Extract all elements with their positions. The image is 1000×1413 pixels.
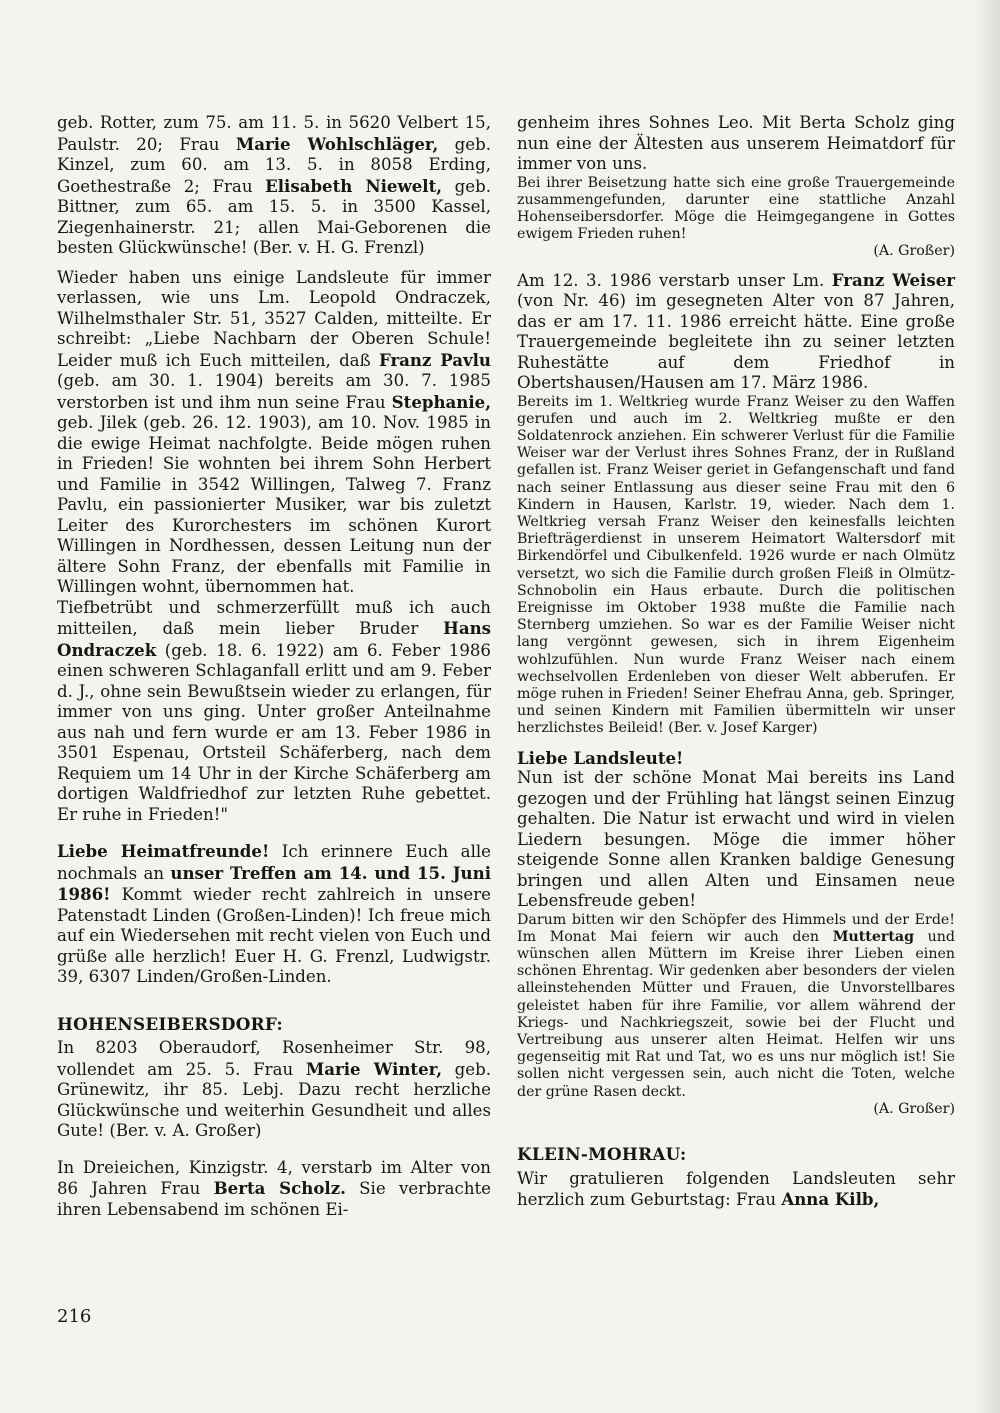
obituary-ondraczek-paragraph: Tiefbetrübt und schmerzerfüllt muß ich auch mitteilen, daß mein lieber Bruder Hans Ondraczek (geb. 18. 6. 1922) am 6. Feber 1986 einen schweren Schlaganfall erlitt und am 9. Feber d. J., ohne sein Bewußtsein wieder zu erlangen, für immer von uns ging. Unter großer Anteilnahme aus nah und fern wurde er am 13. Feber 1986 in 3501 Espenau, Ortsteil Schäferberg, nach dem Requiem um 14 Uhr in der Kirche Schäferberg am dortigen Waldfriedhof zur letzten Ruhe gebettet. Er ruhe in Frieden!" xyxy=(57,597,491,824)
section-heading-klein-mohrau: KLEIN-MOHRAU: xyxy=(517,1144,687,1165)
weiser-biography-paragraph: Bereits im 1. Weltkrieg wurde Franz Weiser zu den Waffen gerufen und auch im 2. Weltkrieg mußte er den Soldatenrock anziehen. Ein schwerer Verlust für die Familie Weiser war der Verlust ihres Sohnes Franz, der in Rußland gefallen ist. Franz Weiser geriet in Gefangenschaft und fand nach seiner Entlassung aus dieser seine Frau mit den 6 Kindern in Hausen, Karlstr. 19, wieder. Nach dem 1. Weltkrieg versah Franz Weiser den keinesfalls leichten Briefträgerdienst in unserem Heimatort Waltersdorf mit Birkendörfel und Cibulkenfeld. 1926 wurde er nach Olmütz versetzt, wo sich die Familie durch großen Fleiß in Olmütz-Schnobolin ein Haus erbaute. Durch die politischen Ereignisse im Oktober 1938 mußte die Familie nach Sternberg umziehen. So war es der Familie Weiser nicht lang vergönnt gewesen, sich in ihrem Eigenheim wohlzufühlen. Nun wurde Franz Weiser nach einem wechselvollen Erdenleben von dieser Welt abberufen. Er möge ruhen in Frieden! Seiner Ehefrau Anna, geb. Springer, und seinen Kindern mit Familien übermitteln wir unser herzlichstes Beileid! (Ber. v. Josef Karger) xyxy=(517,393,955,737)
birthday-winter-paragraph: In 8203 Oberaudorf, Rosenheimer Str. 98, vollendet am 25. 5. Frau Marie Winter, geb. Grünewitz, ihr 85. Lebj. Dazu recht herzliche Glückwünsche und weiterhin Gesundheit und alles Gute! (Ber. v. A. Großer) xyxy=(57,1038,491,1140)
birthday-paragraph: geb. Rotter, zum 75. am 11. 5. in 5620 Velbert 15, Paulstr. 20; Frau Marie Wohlschläger, geb. Kinzel, zum 60. am 13. 5. in 8058 Erding, Goethestraße 2; Frau Elisabeth Niewelt, geb. Bittner, zum 65. am 15. 5. in 3500 Kassel, Ziegenhainerstr. 21; allen Mai-Geborenen die besten Glückwünsche! (Ber. v. H. G. Frenzl) xyxy=(57,113,491,257)
obituary-weiser-paragraph: Am 12. 3. 1986 verstarb unser Lm. Franz Weiser (von Nr. 46) im gesegneten Alter von 87 Jahren, das er am 17. 11. 1986 erreicht hätte. Eine große Trauergemeinde begleitete ihn zu seiner letzten Ruhestätte auf dem Friedhof in Obertshausen/Hausen am 17. März 1986. xyxy=(517,269,955,393)
section-heading-hohenseibersdorf: HOHENSEIBERSDORF: xyxy=(57,1013,283,1034)
scholz-funeral-paragraph: Bei ihrer Beisetzung hatte sich eine große Trauergemeinde zusammengefunden, darunter eine stattliche Anzahl Hohenseibersdorfer. Möge die Heimgegangene in Gottes ewigem Frieden ruhen! (A. Großer) xyxy=(517,174,955,260)
meeting-invitation-paragraph: Liebe Heimatfreunde! Ich erinnere Euch alle nochmals an unser Treffen am 14. und 15. Juni 1986! Kommt wieder recht zahlreich in unsere Patenstadt Linden (Großen-Linden)! Ich freue mich auf ein Wiedersehen mit recht vielen von Euch und grüße alle herzlich! Euer H. G. Frenzl, Ludwigstr. 39, 6307 Linden/Großen-Linden. xyxy=(57,841,491,986)
liebe-landsleute-heading: Liebe Landsleute! xyxy=(517,747,684,768)
mothers-day-paragraph: Darum bitten wir den Schöpfer des Himmels und der Erde! Im Monat Mai feiern wir auch den Muttertag und wünschen allen Müttern im Kreise ihrer Lieben einen schönen Ehrentag. Wir gedenken aber besonders der vielen alleinstehenden Mütter und Frauen, die Unvorstellbares geleistet haben für ihre Familie, vor allem während der Kriegs- und Nachkriegszeit, sowie bei der Flucht und Vertreibung aus unserer alten Heimat. Helfen wir uns gegenseitig mit Rat und Tat, wo es uns nur möglich ist! Sie sollen nicht vergessen sein, auch nicht die Toten, welche der grüne Rasen deckt. (A. Großer) xyxy=(517,911,955,1117)
page-edge-shadow xyxy=(974,0,1000,1413)
right-column xyxy=(517,113,955,1211)
signature: (A. Großer) xyxy=(873,1100,955,1117)
scholz-continuation-paragraph: genheim ihres Sohnes Leo. Mit Berta Scholz ging nun eine der Ältesten aus unserem Heimatdorf für immer von uns. xyxy=(517,113,955,173)
left-column xyxy=(57,113,491,1220)
klein-mohrau-birthday-paragraph: Wir gratulieren folgenden Landsleuten sehr herzlich zum Geburtstag: Frau Anna Kilb, xyxy=(517,1168,955,1210)
obituary-scholz-paragraph: In Dreieichen, Kinzigstr. 4, verstarb im Alter von 86 Jahren Frau Berta Scholz. Sie verbrachte ihren Lebensabend im schönen Ei- xyxy=(57,1157,491,1219)
signature: (A. Großer) xyxy=(873,243,955,260)
obituary-pavlu-paragraph: Wieder haben uns einige Landsleute für immer verlassen, wie uns Lm. Leopold Ondraczek, Wilhelmsthaler Str. 51, 3527 Calden, mitteilte. Er schreibt: „Liebe Nachbarn der Oberen Schule! Leider muß ich Euch mitteilen, daß Franz Pavlu (geb. am 30. 1. 1904) bereits am 30. 7. 1985 verstorben ist und ihm nun seine Frau Stephanie, geb. Jilek (geb. 26. 12. 1903), am 10. Nov. 1985 in die ewige Heimat nachfolgte. Beide mögen ruhen in Frieden! Sie wohnten bei ihrem Sohn Herbert und Familie in 3542 Willingen, Talweg 7. Franz Pavlu, ein passionierter Musiker, war bis zuletzt Leiter des Kurorchesters im schönen Kurort Willingen in Nordhessen, dessen Leitung nun der ältere Sohn Franz, der ebenfalls mit Familie in Willingen wohnt, übernommen hat. xyxy=(57,267,491,596)
may-greeting-paragraph: Nun ist der schöne Monat Mai bereits ins Land gezogen und der Frühling hat längst seinen Einzug gehalten. Die Natur ist erwacht und wird in vielen Liedern besungen. Möge die immer höher steigende Sonne allen Kranken baldige Genesung bringen und allen Alten und Einsamen neue Lebensfreude geben! xyxy=(517,768,955,911)
page-number: 216 xyxy=(57,1306,92,1327)
